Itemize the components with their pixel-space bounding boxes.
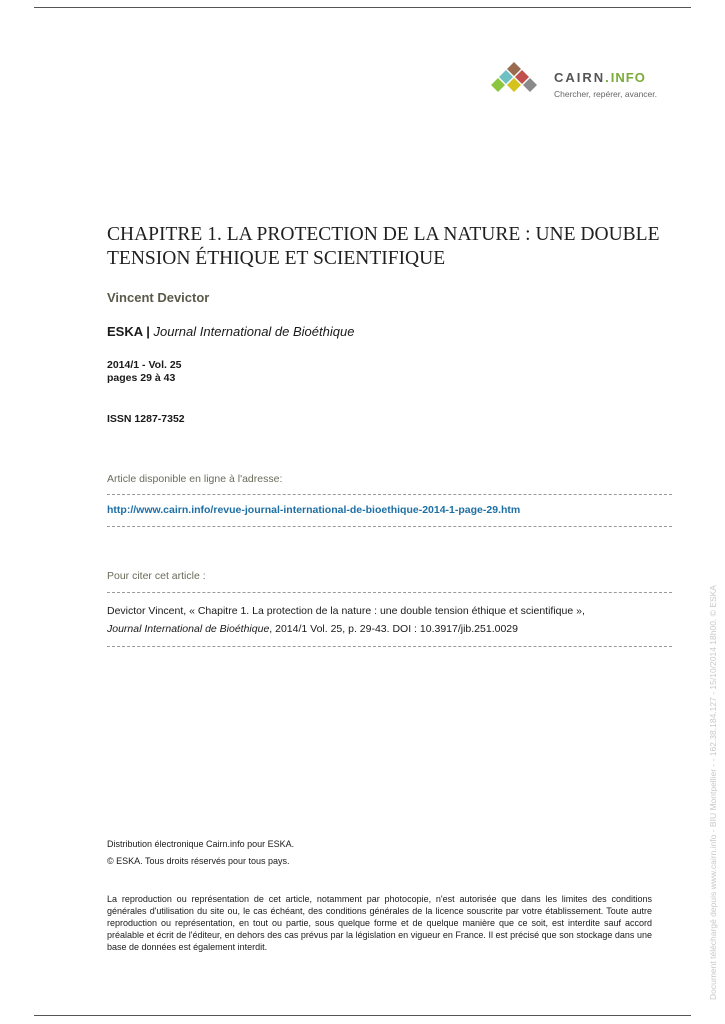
- distribution-notice: [107, 836, 294, 869]
- cairn-wordmark: CAIRN.INFO: [554, 70, 646, 85]
- cairn-logo[interactable]: [484, 60, 674, 104]
- article-title: [107, 223, 667, 271]
- issue-volume: 2014/1 - Vol. 25: [107, 359, 182, 371]
- citation-journal: Journal International de Bioéthique: [107, 623, 270, 635]
- publisher-name: ESKA |: [107, 324, 150, 339]
- distribution-text: Distribution électronique Cairn.info pour ESKA.: [107, 839, 295, 849]
- citation-details: , 2014/1 Vol. 25, p. 29-43. DOI : 10.3917/jib.251.0029: [269, 623, 518, 635]
- cite-label: Pour citer cet article :: [107, 570, 206, 582]
- author-name: Vincent Devictor: [107, 290, 210, 305]
- journal-name: Journal International de Bioéthique: [153, 324, 355, 339]
- top-rule: [34, 7, 691, 8]
- issn: ISSN 1287-7352: [107, 413, 185, 425]
- issue-info: [107, 359, 182, 385]
- divider: [107, 592, 672, 593]
- copyright-text: © ESKA. Tous droits réservés pour tous pays.: [107, 855, 290, 866]
- citation-line-1: Devictor Vincent, « Chapitre 1. La protection de la nature : une double tension éthique et scientifique »,: [107, 605, 585, 617]
- legal-notice: La reproduction ou représentation de cet article, notamment par photocopie, n'est autorisée que dans les limites des conditions générales d'utilisation du site ou, le cas échéant, des conditions générales de la licence souscrite par votre établissement. Toute autre reproduction ou représentation, en tout ou partie, sous quelque forme et de quelque manière que ce soit, est interdite sauf accord préalable et écrit de l'éditeur, en dehors des cas prévus par la législation en vigueur en France. Il est précisé que son stockage dans une base de données est également interdit.: [107, 894, 652, 952]
- cairn-logo-icon: [484, 60, 544, 104]
- article-title-line-1: CHAPITRE 1. LA PROTECTION DE LA NATURE : UNE DOUBLE: [107, 224, 660, 245]
- article-title-line-2: TENSION ÉTHIQUE ET SCIENTIFIQUE: [107, 248, 446, 269]
- cairn-tagline: Chercher, repérer, avancer.: [554, 89, 658, 99]
- download-watermark: Document téléchargé depuis www.cairn.info - BIU Montpellier - - 162.38.184.127 - 15/10/2014 18h00. © ESKA: [708, 585, 718, 1000]
- bottom-rule: [34, 1015, 691, 1016]
- divider: [107, 494, 672, 495]
- online-label: Article disponible en ligne à l'adresse:: [107, 473, 283, 485]
- article-url-link[interactable]: http://www.cairn.info/revue-journal-international-de-bioethique-2014-1-page-29.htm: [107, 504, 521, 516]
- issue-pages: pages 29 à 43: [107, 372, 176, 384]
- citation-text: [107, 602, 672, 638]
- citation-line-2: [107, 620, 672, 638]
- journal-line: [107, 324, 354, 339]
- divider: [107, 646, 672, 647]
- divider: [107, 526, 672, 527]
